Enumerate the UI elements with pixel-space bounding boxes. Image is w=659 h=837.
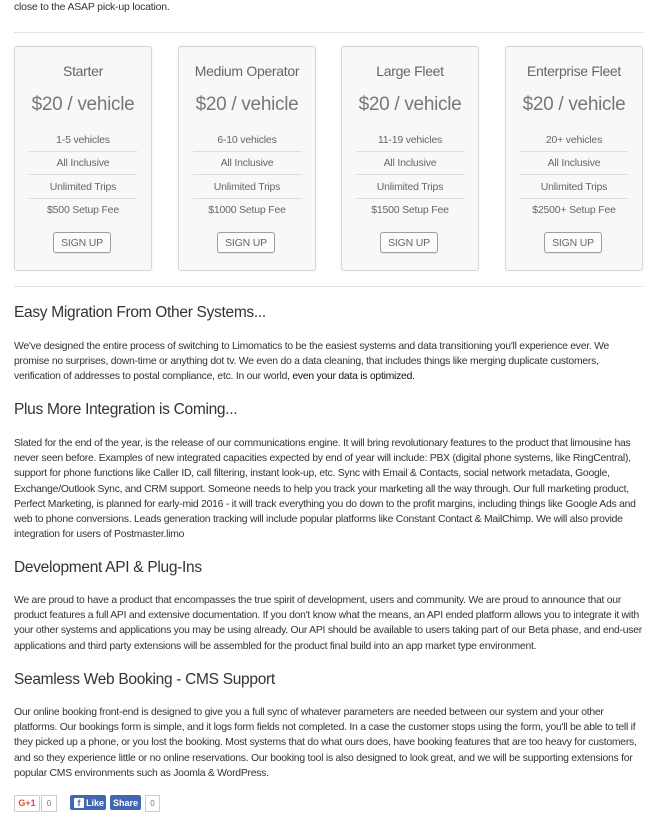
plan-price: $20 / vehicle — [195, 94, 299, 115]
facebook-share-count: 0 — [145, 795, 160, 812]
signup-button-large-fleet[interactable]: SIGN UP — [380, 232, 438, 253]
section-title-migration: Easy Migration From Other Systems... — [14, 304, 266, 321]
plan-name: Enterprise Fleet — [526, 63, 622, 79]
section-body-emphasis: even your data is optimized. — [292, 371, 415, 383]
plan-name: Large Fleet — [376, 63, 444, 79]
intro-tail-text: close to the ASAP pick-up location. — [14, 1, 170, 13]
section-title-web-booking: Seamless Web Booking - CMS Support — [14, 671, 275, 688]
plan-card-large-fleet — [341, 46, 479, 271]
plan-price: $20 / vehicle — [31, 94, 135, 115]
plan-feature: Unlimited Trips — [29, 176, 137, 199]
plan-feature: 20+ vehicles — [520, 129, 628, 152]
plan-feature: $1500 Setup Fee — [371, 204, 449, 216]
plan-feature: 1-5 vehicles — [29, 129, 137, 152]
plan-feature: 6-10 vehicles — [193, 129, 301, 152]
plan-card-medium-operator — [178, 46, 316, 271]
pricing-plans — [14, 46, 645, 272]
plan-feature: $2500+ Setup Fee — [532, 204, 616, 216]
section-title-integration: Plus More Integration is Coming... — [14, 401, 238, 418]
plan-price: $20 / vehicle — [358, 94, 462, 115]
signup-button-starter[interactable]: SIGN UP — [53, 232, 111, 253]
signup-button-medium-operator[interactable]: SIGN UP — [217, 232, 275, 253]
facebook-like-button[interactable] — [70, 795, 106, 810]
facebook-share-button[interactable]: Share — [110, 795, 141, 810]
plan-feature: All Inclusive — [356, 152, 464, 175]
plan-feature: Unlimited Trips — [356, 176, 464, 199]
plan-feature: All Inclusive — [520, 152, 628, 175]
plan-feature: $1000 Setup Fee — [208, 204, 286, 216]
signup-button-enterprise-fleet[interactable]: SIGN UP — [544, 232, 602, 253]
plan-feature: 11-19 vehicles — [356, 129, 464, 152]
plan-feature: Unlimited Trips — [520, 176, 628, 199]
plan-card-enterprise-fleet — [505, 46, 643, 271]
plan-name: Medium Operator — [194, 63, 300, 79]
section-body-migration — [14, 339, 643, 385]
plan-card-starter — [14, 46, 152, 271]
facebook-icon: f — [74, 798, 84, 808]
plan-name: Starter — [63, 63, 103, 79]
section-body-web-booking: Our online booking front-end is designed to give you a full sync of whatever parameters are needed between our system and your other platforms. Our bookings form is simple, and it logs form fields not completed. In a case the customer stops using the form, you'll be able to tell if they picked up a phone, or you lost the booking. Most systems that do what ours does, have booking features that are too heavy for customers, and so they experience little or no online reservations. Our booking tool is also designed to look great, and we will be supporting extensions for popular CMS environments such as Joomla & WordPress. — [14, 707, 637, 779]
plan-feature: $500 Setup Fee — [47, 204, 119, 216]
plan-feature: All Inclusive — [29, 152, 137, 175]
plan-feature: Unlimited Trips — [193, 176, 301, 199]
section-body-api: We are proud to have a product that encompasses the true spirit of development, users and community. We are proud to announce that our product features a full API and extensive documentation. If you don't know what the means, an API ended platform allows you to integrate it with your other systems and applications you may be using already. Our API should be available to users taking part of our Beta phase, and end-user applications and third party extensions will be assembled for the product final build into an app market type environment. — [14, 595, 642, 652]
google-plus-button[interactable]: G+1 — [14, 795, 40, 812]
like-label: Like — [86, 798, 105, 808]
section-title-api: Development API & Plug-Ins — [14, 559, 202, 576]
section-body-integration: Slated for the end of the year, is the release of our communications engine. It will bring revolutionary features to the product that limousine has never seen before. Examples of new integrated capacities expected by end of year will include: PBX (digital phone systems, like RingCentral), support for phone functions like Caller ID, call filtering, instant look-up, etc. Sync with Email & Contacts, social network metadata, Google, Exchange/Outlook Sync, and CRM support. Someone needs to help you track your marketing all the way through. Our full marketing product, Perfect Marketing, is planned for early-mid 2016 - it will track everything you do down to the profit margins, including things like Google Ads and web to phone conversions. Leads generation tracking will include popular platforms like Constant Contact & MailChimp. We will also provide integration for users of Postmaster.limo — [14, 438, 636, 541]
section-body-text: We've designed the entire process of switching to Limomatics to be the easiest systems and data transitioning you'll experience ever. We promise no surprises, down-time or anything dot tv. We even do a data cleaning, that includes things like merging duplicate customers, verification of addresses to postal compliance, etc. In our world, — [14, 341, 610, 383]
google-plus-count: 0 — [41, 795, 57, 812]
divider — [14, 32, 643, 33]
plan-price: $20 / vehicle — [522, 94, 626, 115]
divider — [14, 286, 643, 287]
plan-feature: All Inclusive — [193, 152, 301, 175]
